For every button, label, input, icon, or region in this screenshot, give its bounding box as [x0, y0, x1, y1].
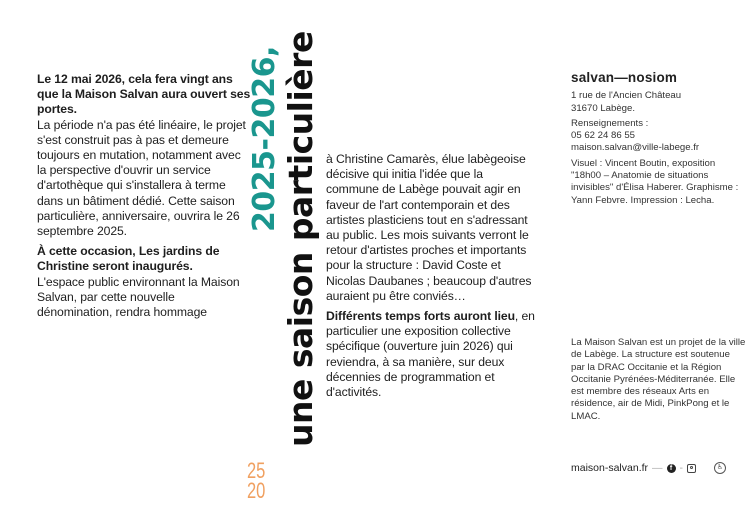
years-top: 25 — [247, 458, 266, 483]
highlights-lead: Différents temps forts auront lieu — [326, 309, 515, 324]
credits: Visuel : Vincent Boutin, exposition "18h00 – Anatomie de situations invisibles" d'Élisa Haberer. Graphisme : Yann Febvre. Impression : Lecha. — [571, 157, 739, 206]
separator: - — [679, 462, 684, 474]
email-link[interactable]: maison.salvan@ville-labege.fr — [571, 142, 700, 154]
phone-number[interactable]: 05 62 24 86 55 — [571, 130, 636, 142]
years-bottom: 20 — [247, 478, 266, 503]
gardens-text: L'espace public environnant la Maison Salvan, par cette nouvelle dénomination, rendra hommage — [37, 274, 240, 320]
anniversary-years-mark — [247, 458, 266, 503]
intro-lead: Le 12 mai 2026, cela fera vingt ans que la Maison Salvan aura ouvert ses portes. — [37, 72, 251, 117]
about-text: La Maison Salvan est un projet de la ville de Labège. La structure est soutenue par la DRAC Occitanie et la Région Occitanie Pyrénées-Méditerranée. Elle est membre des réseaux Arts en résidence, air de Midi, PinkPong et le LMAC. — [571, 337, 746, 422]
highlights-text: , en particulier une exposition collective spécifique (ouverture juin 2026) qui reviendra, à sa manière, sur deux décennies de programmation et d'activités. — [326, 309, 535, 400]
intro-text: La période n'a pas été linéaire, le projet s'est construit pas à pas et demeure toujours en mutation, notamment avec la perspective d'ouvrir un service d'artothèque qui s'installera à terme dans un bâtiment dédié. Cette saison particulière, anniversaire, ouvrira le 26 septembre 2025. — [37, 117, 246, 239]
accessibility-icon: ♿ — [714, 462, 726, 474]
maison-salvan-logo: salvan—nosiom — [571, 70, 678, 85]
facebook-icon[interactable]: f — [667, 464, 676, 473]
website-link[interactable]: maison-salvan.fr — [571, 462, 649, 474]
footer-links — [571, 462, 726, 474]
address-line2: 31670 Labège. — [571, 102, 636, 114]
info-label: Renseignements : — [571, 117, 649, 129]
separator: — — [652, 462, 663, 474]
address-line1: 1 rue de l'Ancien Château — [571, 90, 682, 102]
gardens-lead: À cette occasion, Les jardins de Christine seront inaugurés. — [37, 244, 220, 274]
intro-column — [37, 72, 252, 325]
season-subtitle: une saison particulière — [281, 31, 320, 447]
instagram-icon[interactable] — [687, 464, 696, 473]
contact-info — [571, 72, 746, 210]
continuation-column — [326, 152, 536, 405]
season-years-title: 2025-2026, — [247, 46, 282, 232]
tribute-text: à Christine Camarès, élue labègeoise décisive qui initia l'idée que la commune de Labège pouvait agir en faveur de l'art contemporain et des artistes plasticiens tout en s'adressant au public. Les mois suivants verront le retour d'artistes proches et importants pour la structure : David Coste et Nicolas Daubanes ; beaucoup d'autres auraient pu être conviés… — [326, 152, 532, 303]
